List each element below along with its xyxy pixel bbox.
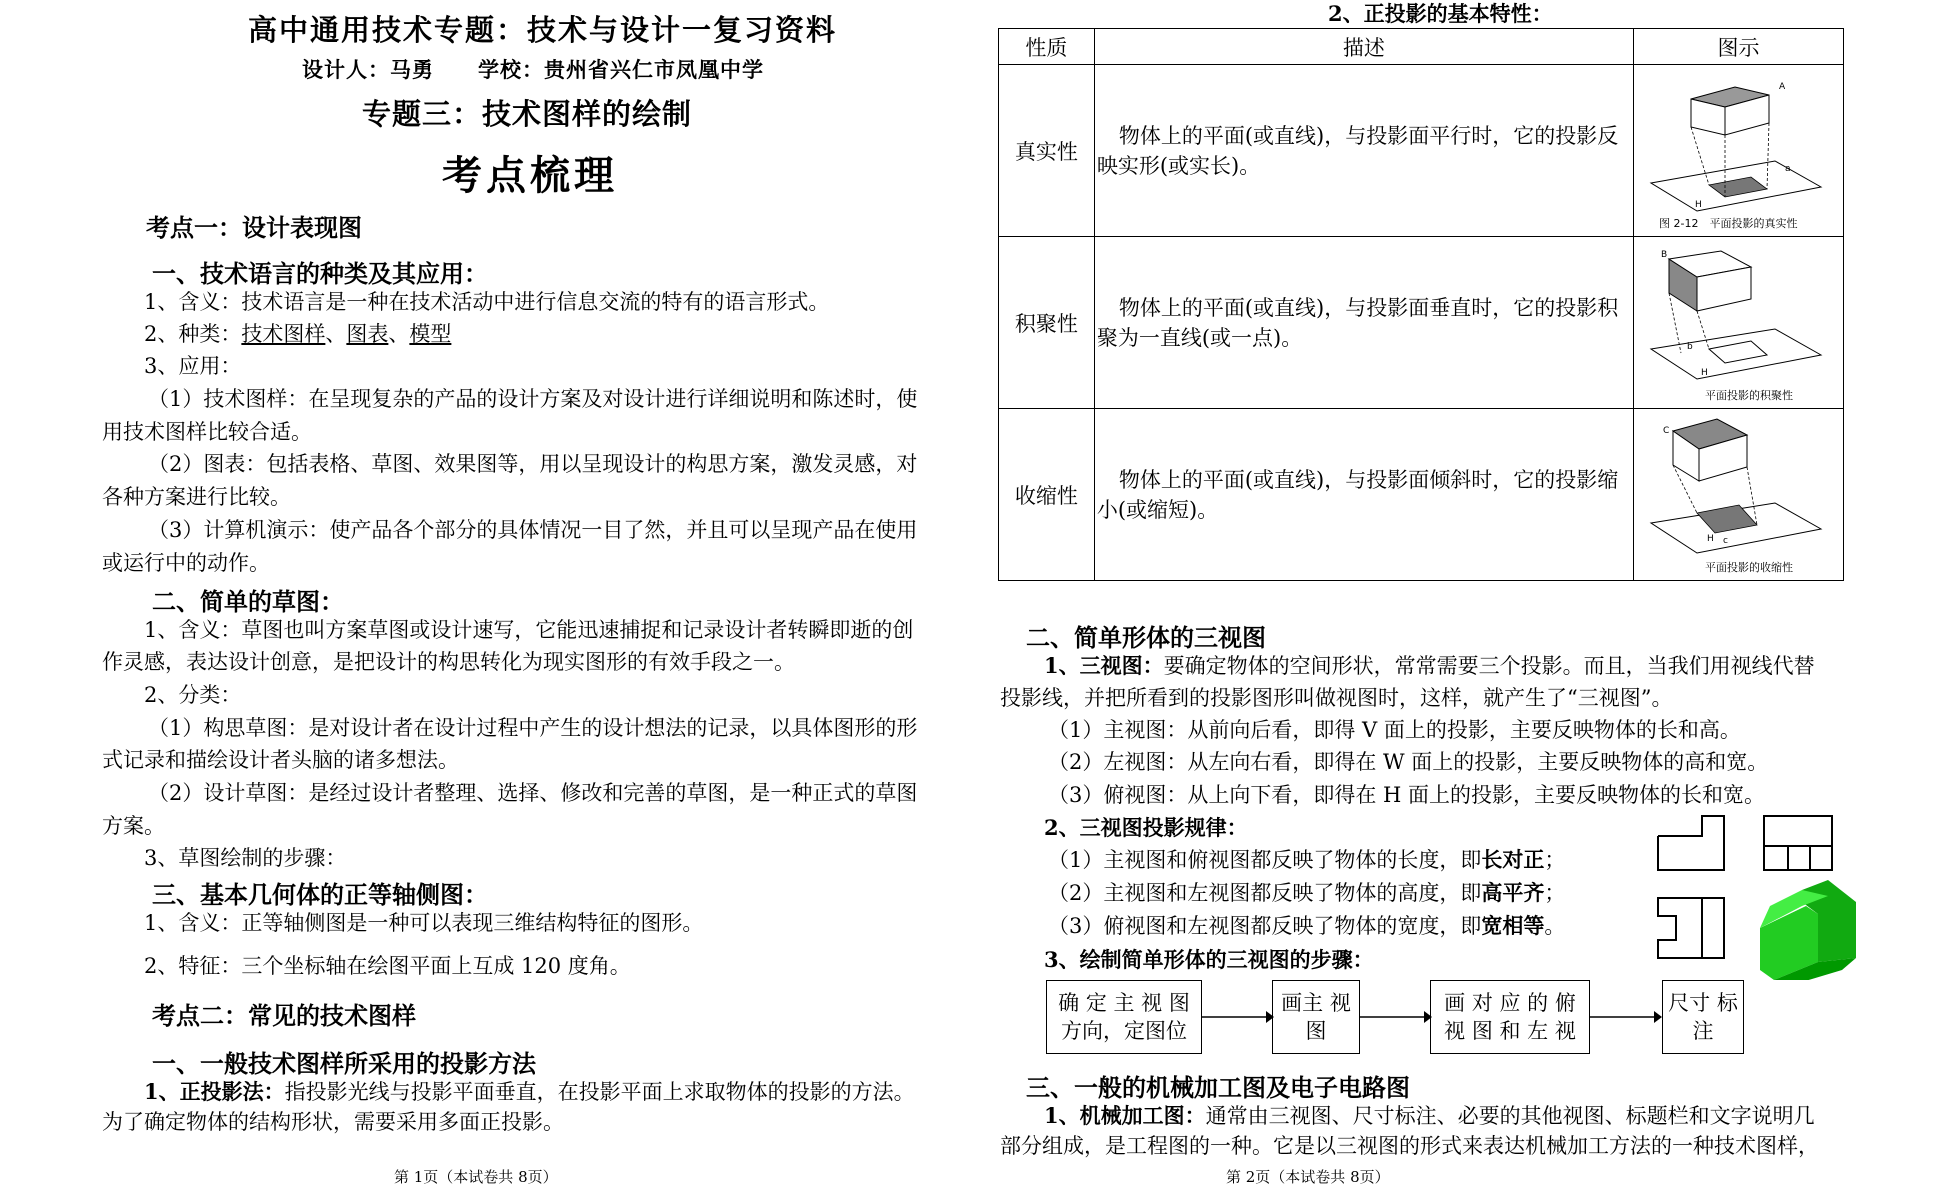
projection-properties-table (998, 28, 1844, 581)
label-B: B (1660, 250, 1667, 260)
row-property: 收缩性 (999, 409, 1095, 581)
s5-rule-2: （2）主视图和左视图都反映了物体的高度，即高平齐； (1048, 880, 1566, 905)
label-H: H (1706, 534, 1714, 544)
row-description: 物体上的平面(或直线)，与投影面平行时，它的投影反映实形(或实长)。 (1094, 65, 1633, 237)
s2-p3a: （1）构思草图：是对设计者在设计过程中产生的设计想法的记录，以具体图形的形 (148, 716, 918, 740)
figure-shrinkage (1634, 409, 1844, 581)
s5-p2: （1）主视图：从前向后看，即得 V 面上的投影，主要反映物体的长和高。 (1048, 718, 1741, 742)
author-line: 设计人：马勇 学校：贵州省兴仁市凤凰中学 (302, 57, 764, 82)
label-c: c (1722, 536, 1728, 546)
s4-p1b: 为了确定物体的结构形状，需要采用多面正投影。 (102, 1110, 564, 1134)
s1-p4a: （1）技术图样：在呈现复杂的产品的设计方案及对设计进行详细说明和陈述时，使 (148, 387, 918, 411)
s1-p2: 2、种类：技术图样、图表、模型 (144, 322, 452, 346)
figure-true-shape-illustration (1639, 65, 1839, 231)
s5-heading: 二、简单形体的三视图 (1026, 624, 1266, 652)
label-H: H (1700, 368, 1708, 378)
table-header-row (999, 29, 1844, 65)
s3-p2: 2、特征：三个坐标轴在绘图平面上互成 120 度角。 (144, 954, 631, 978)
kind-technical-drawing: 技术图样 (241, 322, 326, 346)
table-row (999, 237, 1844, 409)
flow-arrow-icon (1590, 1005, 1662, 1029)
s5-p1b: 投影线，并把所看到的投影图形叫做视图时，这样，就产生了“三视图”。 (1000, 686, 1673, 710)
s2-p4b: 方案。 (102, 814, 165, 838)
row-description: 物体上的平面(或直线)，与投影面倾斜时，它的投影缩小(或缩短)。 (1094, 409, 1633, 581)
figure-accumulation-illustration (1639, 237, 1839, 403)
s4-p1: 1、正投影法：指投影光线与投影平面垂直，在投影平面上求取物体的投影的方法。 (144, 1079, 915, 1104)
s1-heading: 一、技术语言的种类及其应用： (152, 260, 488, 288)
kaodian-1: 考点一：设计表现图 (146, 213, 362, 242)
page-footer-2: 第 2页（本试卷共 8页） (1226, 1168, 1390, 1186)
s1-p2-prefix: 2、种类： (144, 322, 242, 346)
s2-p4a: （2）设计草图：是经过设计者整理、选择、修改和完善的草图，是一种正式的草图 (148, 781, 918, 805)
topic-title: 专题三：技术图样的绘制 (362, 97, 693, 131)
s2-p2: 2、分类： (144, 683, 242, 707)
label-b: b (1686, 342, 1693, 352)
s5-rule-3: （3）俯视图和左视图都反映了物体的宽度，即宽相等。 (1048, 913, 1566, 938)
s5-p3: （2）左视图：从左向右看，即得在 W 面上的投影，主要反映物体的高和宽。 (1048, 750, 1769, 774)
s3-p1: 1、含义：正等轴侧图是一种可以表现三维结构特征的图形。 (144, 911, 704, 935)
three-view-diagram (1652, 810, 1864, 980)
figure-accumulation (1634, 237, 1844, 409)
label-C: C (1662, 426, 1669, 436)
figure-caption: 图 2-12 平面投影的真实性 (1658, 217, 1797, 230)
s5-rule-1: （1）主视图和俯视图都反映了物体的长度，即长对正； (1048, 847, 1566, 872)
row-property: 积聚性 (999, 237, 1095, 409)
s2-p1a: 1、含义：草图也叫方案草图或设计速写，它能迅速捕捉和记录设计者转瞬即逝的创 (144, 618, 914, 642)
s6-p1b: 部分组成，是工程图的一种。它是以三视图的形式来表达机械加工方法的一种技术图样， (1000, 1134, 1819, 1158)
figure-true-shape (1634, 65, 1844, 237)
s5-p4: （3）俯视图：从上向下看，即得在 H 面上的投影，主要反映物体的长和宽。 (1048, 783, 1766, 807)
header-description: 描述 (1094, 29, 1633, 65)
s2-heading: 二、简单的草图： (152, 588, 344, 616)
s6-heading: 三、一般的机械加工图及电子电路图 (1026, 1074, 1410, 1102)
s1-p6a: （3）计算机演示：使产品各个部分的具体情况一目了然，并且可以呈现产品在使用 (148, 518, 918, 542)
table-row (999, 65, 1844, 237)
flow-step-4: 尺寸 标注 (1662, 980, 1744, 1054)
row-property: 真实性 (999, 65, 1095, 237)
s1-p6b: 或运行中的动作。 (102, 551, 270, 575)
s1-p1: 1、含义：技术语言是一种在技术活动中进行信息交流的特有的语言形式。 (144, 290, 830, 314)
label-H: H (1694, 200, 1702, 210)
s3-heading: 三、基本几何体的正等轴侧图： (152, 881, 488, 909)
header-figure: 图示 (1634, 29, 1844, 65)
figure-caption: 平面投影的积聚性 (1704, 389, 1793, 402)
s1-p4b: 用技术图样比较合适。 (102, 420, 312, 444)
s1-p3: 3、应用： (144, 354, 242, 378)
kind-model: 模型 (409, 322, 452, 346)
kind-chart: 图表 (346, 322, 389, 346)
row-description: 物体上的平面(或直线)，与投影面垂直时，它的投影积聚为一直线(或一点)。 (1094, 237, 1633, 409)
flow-step-2: 画主 视图 (1272, 980, 1360, 1054)
page-footer-1: 第 1页（本试卷共 8页） (394, 1168, 558, 1186)
doc-title: 高中通用技术专题：技术与设计一复习资料 (248, 13, 838, 47)
flow-arrow-icon (1360, 1005, 1432, 1029)
s2-p3b: 式记录和描绘设计者头脑的诸多想法。 (102, 748, 459, 772)
table-row (999, 409, 1844, 581)
s1-p5a: （2）图表：包括表格、草图、效果图等，用以呈现设计的构思方案，激发灵感，对 (148, 452, 918, 476)
header-property: 性质 (999, 29, 1095, 65)
s5-p1: 1、三视图：要确定物体的空间形状，常常需要三个投影。而且，当我们用视线代替 (1044, 653, 1815, 678)
s5-rule-heading: 2、三视图投影规律： (1044, 815, 1248, 840)
flow-arrow-icon (1202, 1005, 1274, 1029)
flow-step-3: 画 对 应 的 俯 视 图 和 左 视 (1430, 980, 1590, 1054)
flow-step-1: 确 定 主 视 图 方向，定图位 (1046, 980, 1202, 1054)
s4-heading: 一、一般技术图样所采用的投影方法 (152, 1050, 536, 1078)
figure-caption: 平面投影的收缩性 (1704, 561, 1793, 574)
section-title: 考点梳理 (442, 152, 618, 199)
kaodian-2: 考点二：常见的技术图样 (152, 1001, 416, 1030)
label-a: a (1784, 164, 1791, 174)
table-title: 2、正投影的基本特性： (1328, 1, 1553, 26)
s1-p5b: 各种方案进行比较。 (102, 485, 291, 509)
label-A: A (1778, 82, 1785, 92)
s6-p1: 1、机械加工图：通常由三视图、尺寸标注、必要的其他视图、标题栏和文字说明几 (1044, 1103, 1815, 1128)
s2-p5: 3、草图绘制的步骤： (144, 846, 347, 870)
s2-p1b: 作灵感，表达设计创意，是把设计的构思转化为现实图形的有效手段之一。 (102, 650, 795, 674)
figure-shrinkage-illustration (1639, 409, 1839, 575)
s5-steps-heading: 3、绘制简单形体的三视图的步骤： (1044, 947, 1374, 972)
